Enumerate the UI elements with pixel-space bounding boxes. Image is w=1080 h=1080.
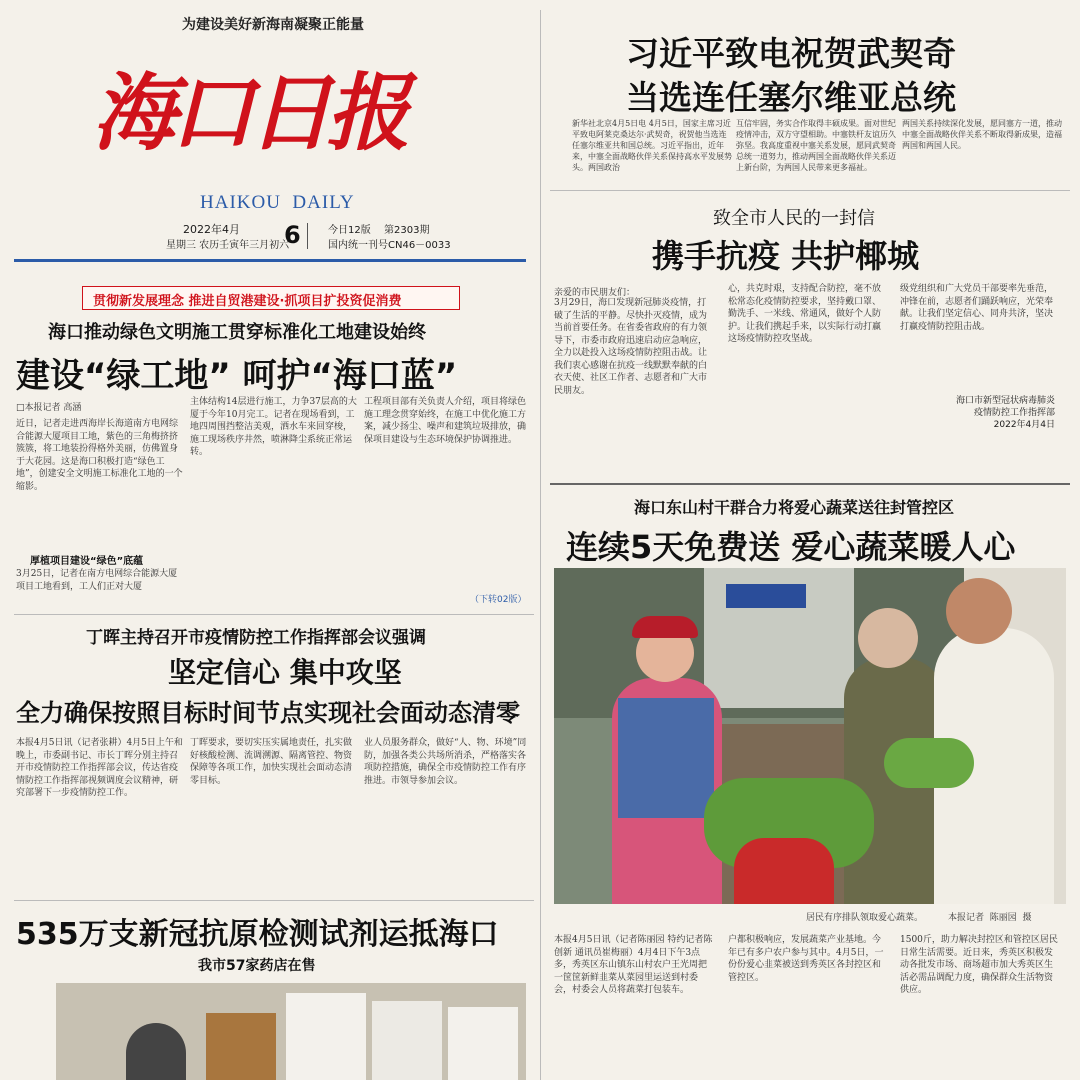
- letter-signature: 海口市新型冠状病毒肺炎 疫情防控工作指挥部 2022年4月4日: [955, 396, 1055, 430]
- meeting-story: [10, 617, 535, 902]
- vegetables-col1: 本报4月5日讯（记者陈丽园 特约记者陈创新 通讯员崔梅丽）4月4日下午3点多，秀英区东山镇东山村农户王光周把一筐筐新鲜韭菜从菜园里运送到村委会，村委会人员将蔬菜打包装车。: [554, 935, 713, 995]
- meeting-col2: 丁晖要求，要切实压实属地责任，扎实做好核酸检测、流调溯源、隔离管控、物资保障等各项工作，加快实现社会面动态清零目标。: [190, 738, 353, 786]
- kits-photo: [56, 983, 526, 1080]
- construction-kicker: 海口推动绿色文明施工贯穿标准化工地建设始终: [48, 322, 426, 343]
- date-year-month: 2022年4月: [183, 223, 240, 236]
- construction-col1b: 3月25日，记者在南方电网综合能源大厦项目工地看到，工人们正对大厦: [16, 569, 178, 592]
- meeting-kicker: 丁晖主持召开市疫情防控工作指挥部会议强调: [86, 628, 426, 648]
- weekday-lunar: 星期三 农历壬寅年三月初六: [166, 240, 290, 251]
- meeting-title-line1: 坚定信心 集中攻坚: [168, 656, 402, 689]
- top-story-title-line2: 当选连任塞尔维亚总统: [626, 78, 956, 117]
- continued-link[interactable]: （下转02版）: [470, 595, 527, 605]
- issue-day: 6: [284, 221, 301, 249]
- top-story-col2: 互信牢固，务实合作取得丰硕成果。面对世纪疫情冲击，双方守望相助。中塞铁杆友谊历久弥坚。我高度重视中塞关系发展，愿同武契奇总统一道努力，推动两国全面战略伙伴关系迈上新台阶，为两国人民带来更多福祉。: [736, 119, 896, 172]
- masthead-slogan: 为建设美好新海南凝聚正能量: [182, 17, 364, 33]
- letter-col3: 级党组织和广大党员干部要率先垂范，冲锋在前，志愿者们踊跃响应，光荣奉献。让我们坚定信心、同舟共济，坚决打赢疫情防控阻击战。: [900, 284, 1054, 332]
- top-story: [548, 20, 1068, 190]
- vegetables-photo: [554, 568, 1066, 904]
- vegetables-col2: 户都积极响应，发展蔬菜产业基地。今年已有多户农户参与其中。4月5日，一份份爱心韭菜被送到秀英区各封控区和管控区。: [728, 935, 884, 983]
- letter-col2: 心，共克时艰，支持配合防控，毫不放松常态化疫情防控要求，坚持戴口罩、勤洗手、一米线、常通风，做好个人防护。让我们携起手来，以实际行动打赢这场疫情防控攻坚战。: [728, 284, 882, 344]
- logo: [92, 48, 405, 178]
- masthead-rule: [14, 259, 526, 262]
- construction-col3: 工程项目部有关负责人介绍，项目将绿色施工理念贯穿始终，在施工中优化施工方案，减少扬尘、噪声和建筑垃圾排放，确保项目建设与生态环境保护协调推进。: [364, 397, 527, 445]
- letter-salutation: 亲爱的市民朋友们：: [554, 288, 636, 298]
- section-banner: [82, 286, 460, 310]
- construction-title: 建设“绿工地” 呵护“海口蓝”: [16, 356, 458, 396]
- kits-subtitle: 我市57家药店在售: [198, 958, 316, 974]
- top-story-col3: 两国关系持续深化发展，愿同塞方一道，推动中塞全面战略伙伴关系不断取得新成果，造福两国和两国人民。: [902, 119, 1062, 150]
- masthead-english: HAIKOU DAILY: [200, 192, 355, 213]
- kits-story: [10, 903, 535, 1080]
- top-story-col1: 新华社北京4月5日电 4月5日，国家主席习近平致电阿莱克桑达尔·武契奇，祝贺他当选连任塞尔维亚共和国总统。习近平指出，近年来，中塞全面战略伙伴关系保持高水平发展势头。两国政治: [572, 119, 732, 172]
- letter-col1: 3月29日，海口发现新冠肺炎疫情，打破了生活的平静。尽快扑灭疫情，成为当前首要任务。在省委省政府的有力领导下，市委市政府迅速启动应急响应，全力以赴投入这场疫情防控阻击战。让我们衷心感谢在抗疫一线默默奉献的白衣天使、社区工作者、志愿者和广大市民朋友。: [554, 298, 708, 396]
- open-letter: [548, 195, 1068, 475]
- vegetables-title: 连续5天免费送 爱心蔬菜暖人心: [566, 528, 1016, 566]
- letter-kicker: 致全市人民的一封信: [713, 208, 875, 229]
- meeting-col1: 本报4月5日讯（记者张耕）4月5日上午和晚上，市委副书记、市长丁晖分别主持召开市疫情防控工作指挥部会议，传达省疫情防控工作指挥部视频调度会议精神，研究部署下一步疫情防控工作。: [16, 738, 183, 798]
- banner-text: 贯彻新发展理念 推进自贸港建设·抓项目扩投资促消费: [93, 294, 402, 309]
- logo-text: 海口日报: [92, 63, 405, 162]
- issue-info: [166, 221, 528, 251]
- vegetables-col3: 1500斤，助力解决封控区和管控区居民日常生活需要。近日来，秀英区积极发动各批发市场、商场超市加大秀英区生活必需品调配力度，确保群众生活物资供应。: [900, 935, 1058, 995]
- construction-subhead: 厚植项目建设“绿色”底蕴: [30, 556, 144, 567]
- photo-credit: 本报记者 陈丽园 摄: [948, 913, 1032, 923]
- construction-col2: 主体结构14层进行施工，力争37层高的大厦于今年10月完工。记者在现场看到，工地四周围挡整洁美观，洒水车来回穿梭，施工现场秩序井然，喷淋降尘系统正常运转。: [190, 397, 357, 457]
- cn-number: 国内统一刊号CN46－0033: [328, 240, 451, 251]
- masthead: [0, 0, 540, 262]
- photo-caption: 居民有序排队领取爱心蔬菜。: [806, 913, 924, 923]
- construction-story: [10, 312, 535, 612]
- letter-title: 携手抗疫 共护椰城: [652, 237, 920, 275]
- meeting-col3: 业人员服务群众，做好“人、物、环境”同防，加强各类公共场所消杀，严格落实各项防控措施，确保全市疫情防控工作有序推进。市领导参加会议。: [364, 738, 527, 786]
- top-story-title-line1: 习近平致电祝贺武契奇: [626, 34, 956, 73]
- construction-col1: 近日，记者走进西海岸长海道南方电网综合能源大厦项目工地，紫色的三角梅挤挤簇簇，将工地装扮得格外美丽，仿佛置身于大花园。这是海口积极打造“绿色工地”，创建安全文明施工标准化工地的一个缩影。: [16, 419, 183, 492]
- meeting-title-line2: 全力确保按照目标时间节点实现社会面动态清零: [16, 699, 520, 727]
- construction-byline: □本报记者 高涵: [16, 403, 82, 413]
- kits-title: 535万支新冠抗原检测试剂运抵海口: [16, 917, 499, 952]
- page-count: 今日12版: [328, 225, 371, 236]
- issue-number: 第2303期: [384, 225, 430, 236]
- vegetables-kicker: 海口东山村干群合力将爱心蔬菜送往封管控区: [634, 498, 955, 517]
- vegetables-story: [548, 488, 1068, 1080]
